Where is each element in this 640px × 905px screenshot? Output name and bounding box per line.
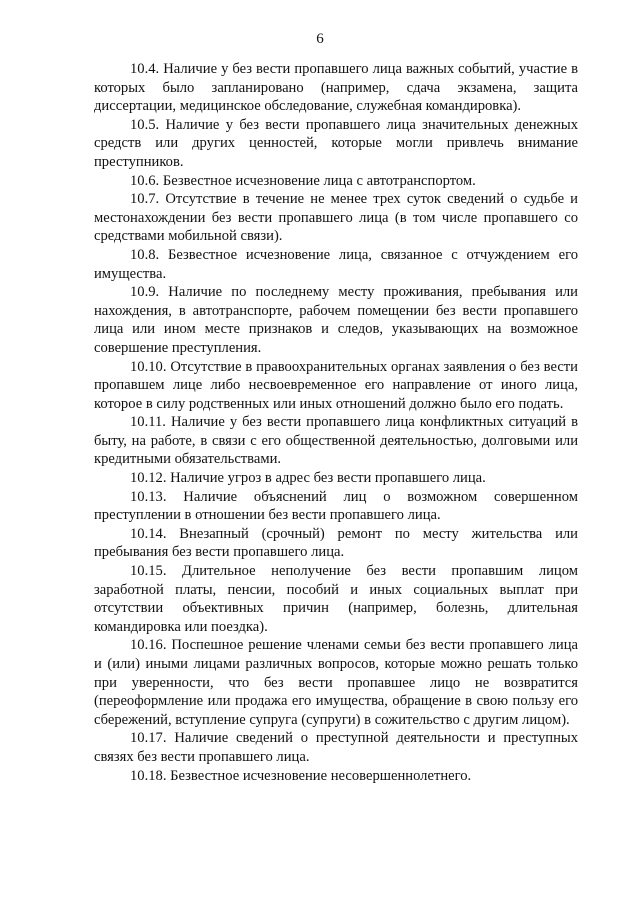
paragraph-10-13: 10.13. Наличие объяснений лиц о возможном совершенном преступлении в отношении без вести пропавшего лица. <box>94 488 578 524</box>
paragraph-10-16: 10.16. Поспешное решение членами семьи без вести пропавшего лица и (или) иными лицами различных вопросов, которые можно решать только при уверенности, что без вести пропавшее лицо не возвратится (переоформление или продажа его имущества, обращение в свою пользу его сбережений, вступление супруга (супруги) в сожительство с другим лицом). <box>94 637 578 728</box>
paragraph-10-7: 10.7. Отсутствие в течение не менее трех суток сведений о судьбе и местонахождении без вести пропавшего лица (в том числе пропавшего со средствами мобильной связи). <box>94 191 578 245</box>
paragraph-10-8: 10.8. Безвестное исчезновение лица, связанное с отчуждением его имущества. <box>94 246 578 282</box>
paragraph-10-9: 10.9. Наличие по последнему месту проживания, пребывания или нахождения, в автотранспорте, рабочем помещении без вести пропавшего лица или ином месте признаков и следов, указывающих на возможное совершение преступления. <box>94 284 578 356</box>
paragraph-10-18: 10.18. Безвестное исчезновение несовершеннолетнего. <box>130 767 472 784</box>
document-body <box>94 60 578 785</box>
paragraph-10-17: 10.17. Наличие сведений о преступной деятельности и преступных связях без вести пропавшего лица. <box>94 730 578 765</box>
paragraph-10-6: 10.6. Безвестное исчезновение лица с автотранспортом. <box>130 172 476 189</box>
paragraph-10-10: 10.10. Отсутствие в правоохранительных органах заявления о без вести пропавшем лице либо несвоевременное его направление от иного лица, которое в силу родственных или иных отношений должно было его подать. <box>94 358 578 412</box>
paragraph-10-14: 10.14. Внезапный (срочный) ремонт по месту жительства или пребывания без вести пропавшего лица. <box>94 525 578 561</box>
paragraph-10-12: 10.12. Наличие угроз в адрес без вести пропавшего лица. <box>130 470 486 487</box>
paragraph-10-11: 10.11. Наличие у без вести пропавшего лица конфликтных ситуаций в быту, на работе, в связи с его общественной деятельностью, долговыми или кредитными обязательствами. <box>94 414 578 468</box>
paragraph-10-5: 10.5. Наличие у без вести пропавшего лица значительных денежных средств или других ценностей, которые могли привлечь внимание преступников. <box>94 116 578 170</box>
paragraph-10-15: 10.15. Длительное неполучение без вести пропавшим лицом заработной платы, пенсии, пособий и иных социальных выплат при отсутствии объективных причин (например, болезнь, длительная командировка или поездка). <box>94 563 578 635</box>
page-number: 6 <box>316 31 324 47</box>
paragraph-10-4: 10.4. Наличие у без вести пропавшего лица важных событий, участие в которых было запланировано (например, сдача экзамена, защита диссертации, медицинское обследование, служебная командировка). <box>94 61 578 115</box>
